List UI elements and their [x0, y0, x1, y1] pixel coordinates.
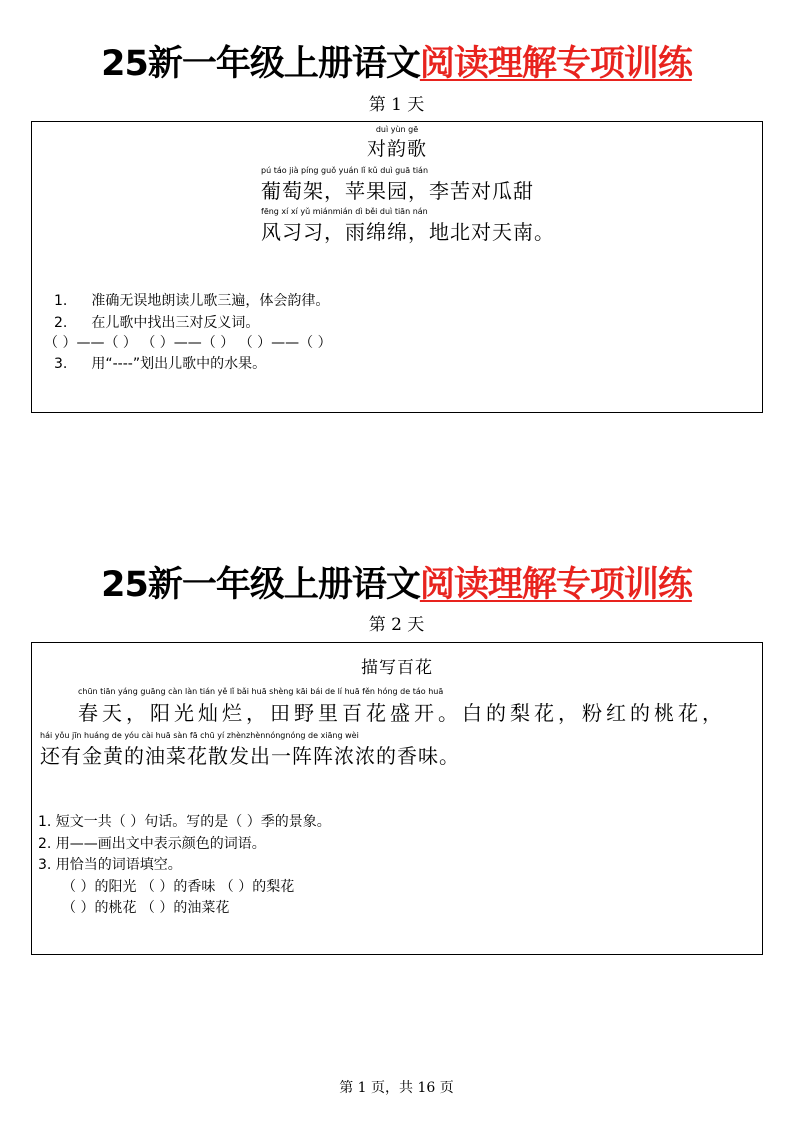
s2-question-2: 2. 用——画出文中表示颜色的词语。 — [38, 836, 266, 852]
s1-antonym-blanks: （ ）——（ ） （ ）——（ ） （ ）——（ ） — [44, 335, 332, 351]
passage-line2: 还有金黄的油菜花散发出一阵阵浓浓的香味。 — [40, 744, 460, 768]
section2-title-black: 25新一年级上册语文 — [101, 565, 420, 605]
section2-box — [31, 642, 763, 955]
s1-question-3 — [54, 353, 266, 373]
s1-q1-text: 准确无误地朗读儿歌三遍，体会韵律。 — [91, 293, 330, 309]
section2-title-red: 阅读理解专项训练 — [419, 565, 692, 605]
section1-title — [0, 36, 793, 86]
s1-q3-text: 用“----”划出儿歌中的水果。 — [91, 356, 267, 372]
section1-title-red: 阅读理解专项训练 — [419, 44, 692, 84]
s2-fill-row-1: （ ）的阳光 （ ）的香味 （ ）的梨花 — [62, 879, 295, 895]
s2-question-3: 3. 用恰当的词语填空。 — [38, 857, 182, 873]
poem-line1: 葡萄架，苹果园，李苦对瓜甜 — [261, 179, 534, 203]
page-footer: 第 1 页，共 16 页 — [339, 1080, 454, 1096]
poem-line1-pinyin: pú táo jià píng guǒ yuán lǐ kǔ duì guā tián — [261, 166, 429, 175]
poem-title-pinyin: duì yùn gē — [375, 125, 419, 134]
section1-title-black: 25新一年级上册语文 — [101, 44, 420, 84]
s1-question-1 — [54, 290, 329, 310]
s1-q3-num: 3. — [54, 356, 68, 372]
passage-title: 描写百花 — [361, 658, 433, 678]
s1-q2-text: 在儿歌中找出三对反义词。 — [91, 315, 260, 331]
section1-box — [31, 121, 763, 413]
section1-day: 第 1 天 — [368, 95, 425, 115]
passage-line1: 春天，阳光灿烂，田野里百花盛开。白的梨花，粉红的桃花， — [78, 701, 726, 725]
poem-line2-pinyin: fēng xí xí yǔ miánmián dì běi duì tiān nán — [261, 207, 428, 216]
s1-q1-num: 1. — [54, 293, 68, 309]
passage-line1-pinyin: chūn tiān yáng guāng càn làn tián yě lǐ bǎi huā shèng kāi bái de lí huā fěn hóng de táo huā — [78, 687, 444, 696]
poem-line2: 风习习，雨绵绵，地北对天南。 — [261, 220, 555, 244]
s2-fill-row-2: （ ）的桃花 （ ）的油菜花 — [62, 900, 230, 916]
section2-day: 第 2 天 — [368, 615, 425, 635]
s1-question-2 — [54, 312, 259, 332]
s1-q2-num: 2. — [54, 315, 68, 331]
s2-question-1: 1. 短文一共（ ）句话。写的是（ ）季的景象。 — [38, 814, 331, 830]
poem-title: 对韵歌 — [366, 138, 427, 160]
section2-title — [0, 557, 793, 607]
passage-line2-pinyin: hái yǒu jīn huáng de yóu cài huā sàn fā chū yí zhènzhènnóngnóng de xiāng wèi — [40, 731, 359, 740]
